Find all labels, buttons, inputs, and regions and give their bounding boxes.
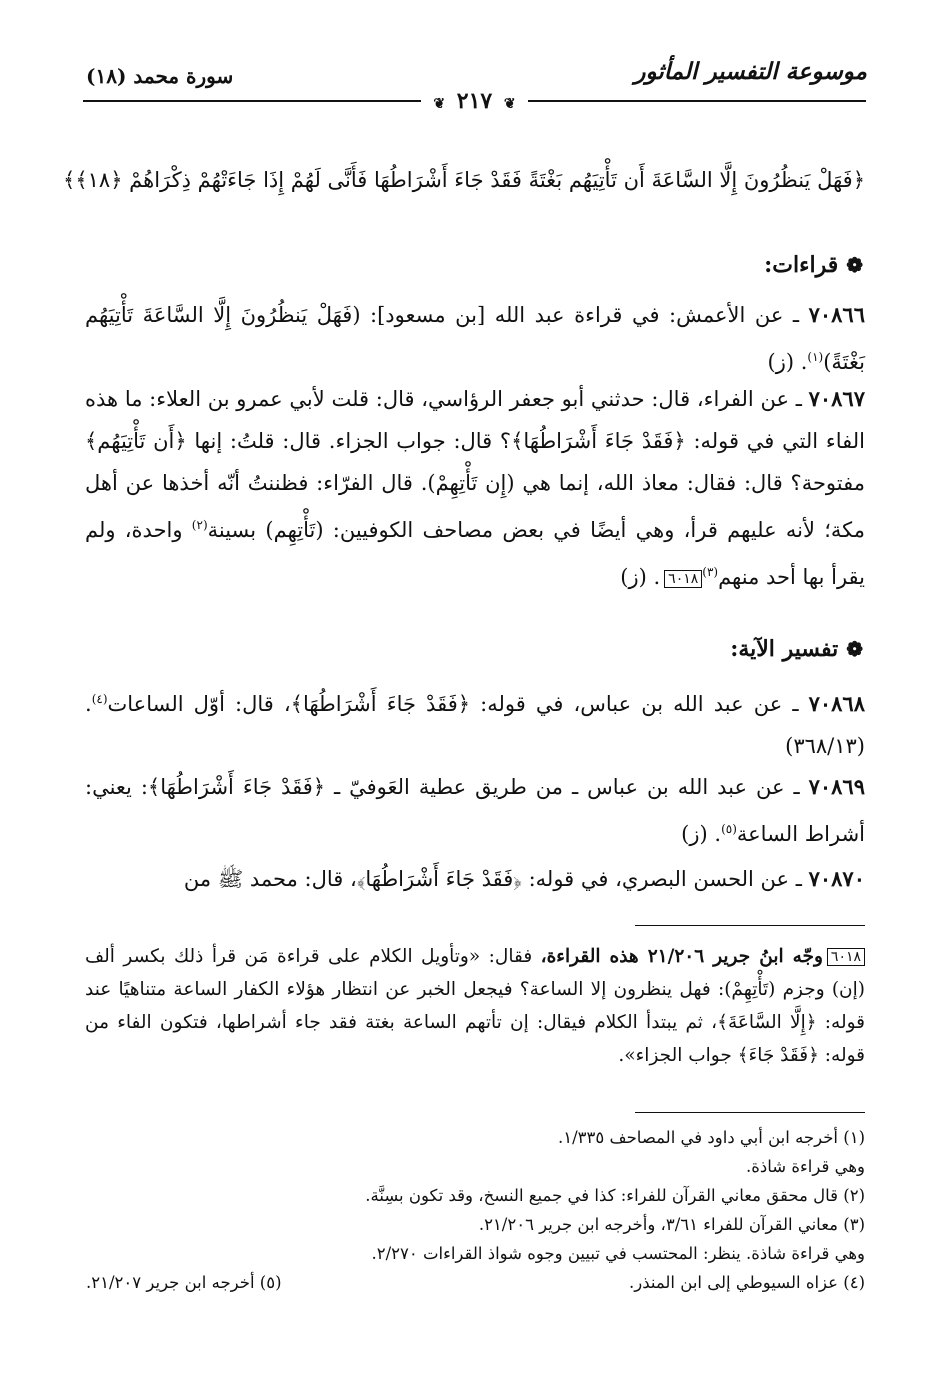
entry-number: ٧٠٨٦٨ — [808, 691, 865, 716]
footnotes — [86, 1123, 865, 1297]
entry-70866: ٧٠٨٦٦ ـ عن الأعمش: في قراءة عبد الله [بن مسعود]: (فَهَلْ يَنظُرُونَ إِلَّا السَّاعَةَ تَأْتِيَهُم بَغْتَةً)$^{(١)}$. (ز) — [85, 302, 865, 374]
editor-note: ٦٠١٨وجّه ابنُ جرير ٢١/٢٠٦ هذه القراءة، فقال: «وتأويل الكلام على قراءة مَن قرأ ذلك بكسر ألف (إن) وجزم (تَأْتِهِمْ): فهل ينظرون إلا الساعة؟ فيجعل الخبر عن انتظار هؤلاء الكفار الساعة متناهيًا عند قوله: ﴿إِلَّا السَّاعَةَ﴾، ثم يبتدأ الكلام فيقال: إن تأتهم الساعة بغتة فقد جاء أشراطها، فتكون الفاء من قوله: ﴿فَقَدْ جَاءَ﴾ جواب الجزاء». — [85, 946, 865, 1066]
entry-number: ٧٠٨٦٩ — [808, 774, 865, 799]
book-title: موسوعة التفسير المأثور — [634, 58, 867, 85]
entry-70867: ٧٠٨٦٧ ـ عن الفراء، قال: حدثني أبو جعفر الرؤاسي، قال: قلت لأبي عمرو بن العلاء: ما هذه الفاء التي في قوله: ﴿فَقَدْ جَاءَ أَشْرَاطُهَا﴾؟ قال: جواب الجزاء. قال: قلتُ: إنها ﴿أَن تَأْتِيَهُم﴾ مفتوحة؟ قال: فقال: معاذ الله، إنما هي (إِن تَأْتِهِمْ). قال الفرّاء: فظننتُ أنّه أخذها عن أهل مكة؛ لأنه عليهم قرأ، وهي أيضًا في بعض مصاحف الكوفيين: (تَأْتِهِم) بسينة$^{(٢)}$ واحدة، ولم يقرأ بها أحد منهم$^{(٣)}$٦٠١٨. (ز) — [85, 386, 865, 589]
surah-header: سورة محمد (١٨) — [86, 64, 234, 88]
quran-verse: ﴿فَهَلْ يَنظُرُونَ إِلَّا السَّاعَةَ أَن تَأْتِيَهُم بَغْتَةً فَقَدْ جَاءَ أَشْرَاطُهَا فَأَنَّى لَهُمْ إِذَا جَاءَتْهُمْ ذِكْرَاهُمْ ﴿١٨﴾﴾ — [63, 168, 865, 192]
footnote-2: (٢) قال محقق معاني القرآن للفراء: كذا في جميع النسخ، وقد تكون بسِنَّة. — [365, 1186, 865, 1205]
footnote-3-note: وهي قراءة شاذة. ينظر: المحتسب في تبيين وجوه شواذ القراءات ٢/٢٧٠. — [371, 1244, 865, 1263]
entry-70868: ٧٠٨٦٨ ـ عن عبد الله بن عباس، في قوله: ﴿فَقَدْ جَاءَ أَشْرَاطُهَا﴾، قال: أوّل الساعات$^{(٤)}$. (٣٦٨/١٣) — [85, 691, 865, 758]
ornament-icon: ❦ — [503, 96, 516, 112]
page-number: ٢١٧ — [456, 88, 493, 114]
footnote-separator — [635, 1112, 865, 1113]
entry-70869: ٧٠٨٦٩ ـ عن عبد الله بن عباس ـ من طريق عطية العَوفيّ ـ ﴿فَقَدْ جَاءَ أَشْرَاطُهَا﴾: يعني: أشراط الساعة$^{(٥)}$. (ز) — [85, 774, 865, 846]
entry-number: ٧٠٨٦٦ — [808, 302, 865, 327]
entry-number: ٧٠٨٧٠ — [808, 866, 865, 891]
note-tag: ٦٠١٨ — [827, 948, 865, 966]
flower-icon: ❁ — [846, 253, 863, 277]
flower-icon: ❁ — [846, 637, 863, 661]
note-separator — [635, 925, 865, 926]
footnote-1: (١) أخرجه ابن أبي داود في المصاحف ١/٣٣٥. — [558, 1128, 865, 1147]
ornament-icon: ❦ — [433, 96, 446, 112]
section-heading-qiraat: ❁قراءات: — [764, 252, 863, 278]
note-ref-tag: ٦٠١٨ — [664, 570, 702, 588]
footnote-5: (٥) أخرجه ابن جرير ٢١/٢٠٧. — [86, 1273, 282, 1292]
page-number-box — [421, 88, 527, 114]
footnote-1-note: وهي قراءة شاذة. — [746, 1157, 865, 1176]
footnote-3: (٣) معاني القرآن للفراء ٣/٦١، وأخرجه ابن جرير ٢١/٢٠٦. — [478, 1215, 865, 1234]
entry-70870: ٧٠٨٧٠ ـ عن الحسن البصري، في قوله: ﴿فَقَدْ جَاءَ أَشْرَاطُهَا﴾، قال: محمد ﷺ من — [183, 866, 865, 891]
entry-number: ٧٠٨٦٧ — [808, 386, 865, 411]
section-heading-tafsir: ❁تفسير الآية: — [730, 636, 863, 662]
footnote-4: (٤) عزاه السيوطي إلى ابن المنذر. — [629, 1273, 865, 1292]
